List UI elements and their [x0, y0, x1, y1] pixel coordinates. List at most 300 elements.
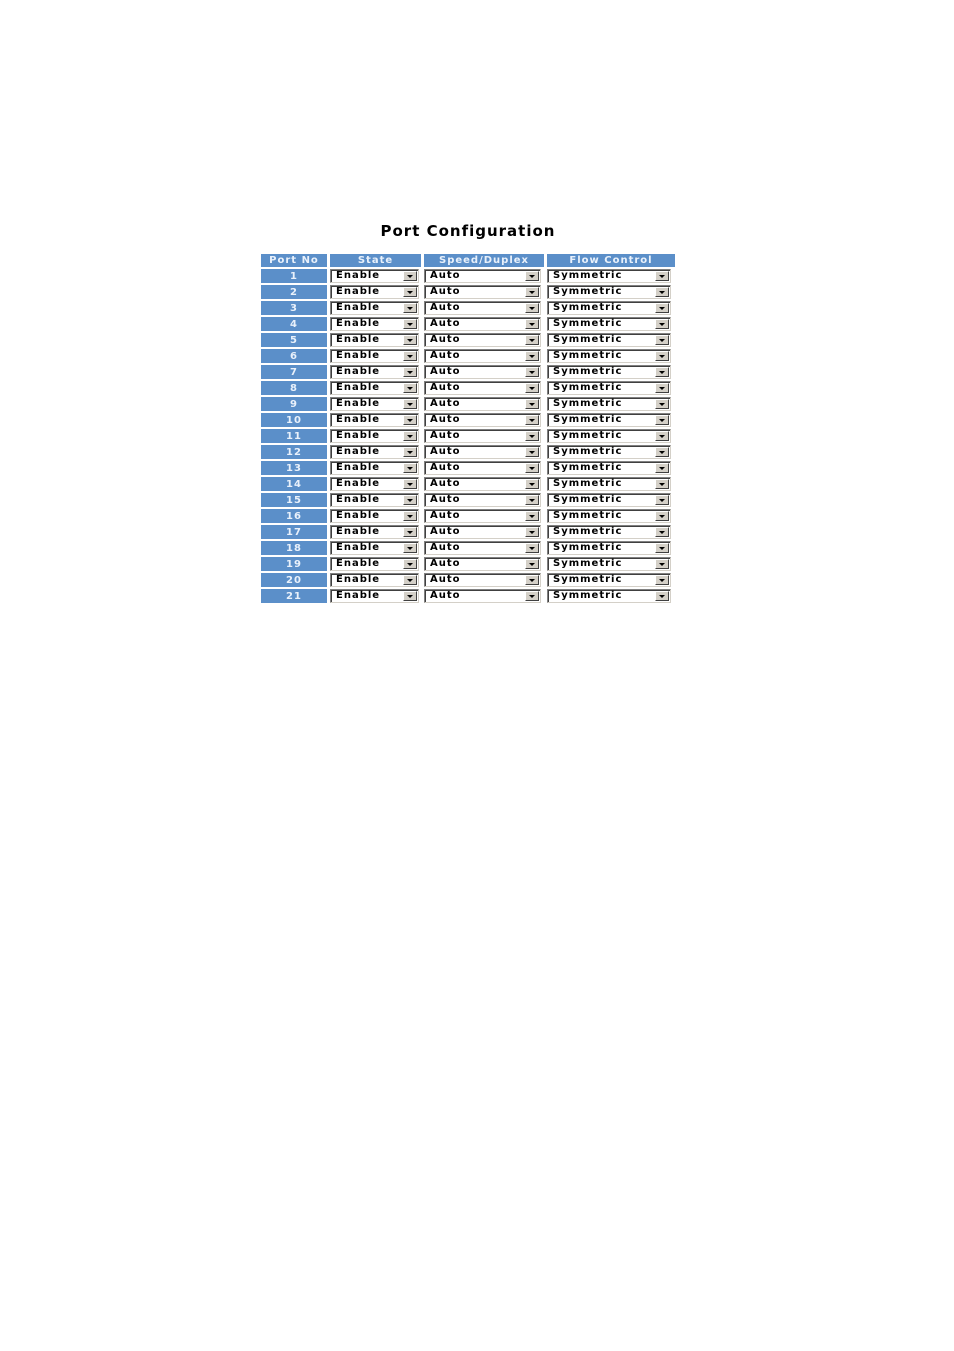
- state-select-value: Enable: [336, 350, 381, 361]
- state-cell: [330, 381, 424, 397]
- flow-control-cell: [547, 461, 675, 477]
- flow-control-select[interactable]: [547, 349, 671, 363]
- flow-control-cell: [547, 381, 675, 397]
- table-row: [261, 365, 675, 381]
- header-speed-duplex: Speed/Duplex: [424, 254, 547, 269]
- chevron-down-icon[interactable]: [403, 447, 417, 457]
- speed-duplex-cell: [424, 429, 547, 445]
- port-number-cell: 3: [261, 301, 330, 317]
- chevron-down-icon[interactable]: [655, 335, 669, 345]
- flow-control-select-value: Symmetric: [553, 462, 623, 473]
- chevron-down-icon[interactable]: [403, 591, 417, 601]
- speed-duplex-cell: [424, 317, 547, 333]
- chevron-down-icon[interactable]: [655, 399, 669, 409]
- chevron-down-icon[interactable]: [525, 351, 539, 361]
- state-cell: [330, 269, 424, 285]
- speed-duplex-select[interactable]: [424, 541, 541, 555]
- speed-duplex-select-value: Auto: [430, 510, 461, 521]
- speed-duplex-cell: [424, 557, 547, 573]
- table-row: [261, 509, 675, 525]
- port-number-cell: 1: [261, 269, 330, 285]
- state-cell: [330, 445, 424, 461]
- flow-control-cell: [547, 397, 675, 413]
- chevron-down-icon[interactable]: [403, 271, 417, 281]
- speed-duplex-cell: [424, 493, 547, 509]
- chevron-down-icon[interactable]: [525, 287, 539, 297]
- speed-duplex-select[interactable]: [424, 317, 541, 331]
- flow-control-cell: [547, 525, 675, 541]
- flow-control-select-value: Symmetric: [553, 574, 623, 585]
- flow-control-select-value: Symmetric: [553, 318, 623, 329]
- state-select-value: Enable: [336, 414, 381, 425]
- speed-duplex-select-value: Auto: [430, 590, 461, 601]
- speed-duplex-select[interactable]: [424, 381, 541, 395]
- speed-duplex-select[interactable]: [424, 445, 541, 459]
- speed-duplex-select-value: Auto: [430, 574, 461, 585]
- flow-control-cell: [547, 285, 675, 301]
- speed-duplex-cell: [424, 285, 547, 301]
- state-select[interactable]: [330, 349, 419, 363]
- table-row: [261, 301, 675, 317]
- chevron-down-icon[interactable]: [655, 271, 669, 281]
- table-row: [261, 493, 675, 509]
- chevron-down-icon[interactable]: [525, 335, 539, 345]
- chevron-down-icon[interactable]: [403, 367, 417, 377]
- state-select-value: Enable: [336, 558, 381, 569]
- table-row: [261, 589, 675, 605]
- speed-duplex-cell: [424, 365, 547, 381]
- chevron-down-icon[interactable]: [403, 527, 417, 537]
- state-cell: [330, 397, 424, 413]
- chevron-down-icon[interactable]: [525, 495, 539, 505]
- speed-duplex-select[interactable]: [424, 269, 541, 283]
- flow-control-select[interactable]: [547, 525, 671, 539]
- port-number-cell: 11: [261, 429, 330, 445]
- speed-duplex-select[interactable]: [424, 589, 541, 603]
- port-number-cell: 12: [261, 445, 330, 461]
- state-cell: [330, 429, 424, 445]
- state-select-value: Enable: [336, 478, 381, 489]
- state-select-value: Enable: [336, 430, 381, 441]
- state-cell: [330, 573, 424, 589]
- header-port-no: Port No: [261, 254, 330, 269]
- flow-control-select-value: Symmetric: [553, 286, 623, 297]
- table-row: [261, 269, 675, 285]
- speed-duplex-select-value: Auto: [430, 398, 461, 409]
- flow-control-cell: [547, 349, 675, 365]
- state-cell: [330, 317, 424, 333]
- table-row: [261, 333, 675, 349]
- port-number-cell: 21: [261, 589, 330, 605]
- speed-duplex-select-value: Auto: [430, 446, 461, 457]
- table-body: [261, 269, 675, 605]
- speed-duplex-cell: [424, 509, 547, 525]
- speed-duplex-cell: [424, 413, 547, 429]
- flow-control-select-value: Symmetric: [553, 430, 623, 441]
- state-select-value: Enable: [336, 302, 381, 313]
- speed-duplex-select-value: Auto: [430, 366, 461, 377]
- table-row: [261, 445, 675, 461]
- chevron-down-icon[interactable]: [655, 319, 669, 329]
- speed-duplex-select[interactable]: [424, 429, 541, 443]
- speed-duplex-select[interactable]: [424, 557, 541, 571]
- state-select[interactable]: [330, 429, 419, 443]
- speed-duplex-select-value: Auto: [430, 430, 461, 441]
- flow-control-select[interactable]: [547, 589, 671, 603]
- speed-duplex-select-value: Auto: [430, 334, 461, 345]
- state-cell: [330, 365, 424, 381]
- speed-duplex-cell: [424, 381, 547, 397]
- state-select-value: Enable: [336, 494, 381, 505]
- header-flow-control: Flow Control: [547, 254, 675, 269]
- state-cell: [330, 589, 424, 605]
- flow-control-select-value: Symmetric: [553, 398, 623, 409]
- port-number-cell: 4: [261, 317, 330, 333]
- port-number-cell: 8: [261, 381, 330, 397]
- port-number-cell: 14: [261, 477, 330, 493]
- speed-duplex-cell: [424, 301, 547, 317]
- flow-control-select[interactable]: [547, 429, 671, 443]
- speed-duplex-select[interactable]: [424, 333, 541, 347]
- flow-control-select[interactable]: [547, 365, 671, 379]
- state-select-value: Enable: [336, 446, 381, 457]
- state-select-value: Enable: [336, 334, 381, 345]
- state-select[interactable]: [330, 589, 419, 603]
- state-cell: [330, 477, 424, 493]
- state-select-value: Enable: [336, 270, 381, 281]
- flow-control-select[interactable]: [547, 397, 671, 411]
- chevron-down-icon[interactable]: [655, 543, 669, 553]
- state-select-value: Enable: [336, 462, 381, 473]
- chevron-down-icon[interactable]: [655, 415, 669, 425]
- speed-duplex-select-value: Auto: [430, 558, 461, 569]
- speed-duplex-select-value: Auto: [430, 542, 461, 553]
- flow-control-cell: [547, 365, 675, 381]
- state-select[interactable]: [330, 573, 419, 587]
- speed-duplex-select-value: Auto: [430, 270, 461, 281]
- flow-control-select-value: Symmetric: [553, 494, 623, 505]
- state-cell: [330, 349, 424, 365]
- speed-duplex-select-value: Auto: [430, 286, 461, 297]
- speed-duplex-select[interactable]: [424, 573, 541, 587]
- speed-duplex-select-value: Auto: [430, 526, 461, 537]
- chevron-down-icon[interactable]: [403, 559, 417, 569]
- flow-control-select[interactable]: [547, 333, 671, 347]
- chevron-down-icon[interactable]: [655, 511, 669, 521]
- state-select[interactable]: [330, 413, 419, 427]
- flow-control-cell: [547, 317, 675, 333]
- page-title: Port Configuration: [380, 222, 556, 240]
- speed-duplex-select[interactable]: [424, 365, 541, 379]
- speed-duplex-select-value: Auto: [430, 414, 461, 425]
- port-number-cell: 16: [261, 509, 330, 525]
- header-state: State: [330, 254, 424, 269]
- flow-control-select[interactable]: [547, 317, 671, 331]
- state-cell: [330, 413, 424, 429]
- speed-duplex-select-value: Auto: [430, 494, 461, 505]
- state-select-value: Enable: [336, 574, 381, 585]
- port-number-cell: 18: [261, 541, 330, 557]
- table-row: [261, 349, 675, 365]
- state-select-value: Enable: [336, 382, 381, 393]
- port-number-cell: 19: [261, 557, 330, 573]
- chevron-down-icon[interactable]: [525, 399, 539, 409]
- speed-duplex-cell: [424, 333, 547, 349]
- flow-control-cell: [547, 573, 675, 589]
- flow-control-select[interactable]: [547, 301, 671, 315]
- chevron-down-icon[interactable]: [403, 335, 417, 345]
- state-select[interactable]: [330, 445, 419, 459]
- table-row: [261, 477, 675, 493]
- table-row: [261, 285, 675, 301]
- flow-control-select-value: Symmetric: [553, 302, 623, 313]
- state-select[interactable]: [330, 397, 419, 411]
- flow-control-select[interactable]: [547, 541, 671, 555]
- port-number-cell: 10: [261, 413, 330, 429]
- chevron-down-icon[interactable]: [655, 303, 669, 313]
- state-select[interactable]: [330, 541, 419, 555]
- state-select-value: Enable: [336, 526, 381, 537]
- state-select-value: Enable: [336, 542, 381, 553]
- flow-control-select[interactable]: [547, 509, 671, 523]
- flow-control-select[interactable]: [547, 461, 671, 475]
- state-select[interactable]: [330, 493, 419, 507]
- chevron-down-icon[interactable]: [403, 399, 417, 409]
- speed-duplex-cell: [424, 541, 547, 557]
- chevron-down-icon[interactable]: [525, 415, 539, 425]
- chevron-down-icon[interactable]: [525, 367, 539, 377]
- state-select[interactable]: [330, 365, 419, 379]
- flow-control-cell: [547, 429, 675, 445]
- speed-duplex-cell: [424, 477, 547, 493]
- speed-duplex-cell: [424, 461, 547, 477]
- flow-control-select-value: Symmetric: [553, 590, 623, 601]
- speed-duplex-select-value: Auto: [430, 302, 461, 313]
- state-select[interactable]: [330, 269, 419, 283]
- state-select[interactable]: [330, 381, 419, 395]
- speed-duplex-select[interactable]: [424, 525, 541, 539]
- chevron-down-icon[interactable]: [525, 463, 539, 473]
- state-select[interactable]: [330, 477, 419, 491]
- speed-duplex-select[interactable]: [424, 477, 541, 491]
- chevron-down-icon[interactable]: [525, 527, 539, 537]
- chevron-down-icon[interactable]: [655, 463, 669, 473]
- chevron-down-icon[interactable]: [525, 511, 539, 521]
- table-row: [261, 381, 675, 397]
- flow-control-select[interactable]: [547, 381, 671, 395]
- flow-control-cell: [547, 333, 675, 349]
- state-select[interactable]: [330, 317, 419, 331]
- state-cell: [330, 541, 424, 557]
- flow-control-select[interactable]: [547, 285, 671, 299]
- speed-duplex-select-value: Auto: [430, 350, 461, 361]
- flow-control-cell: [547, 413, 675, 429]
- port-number-cell: 13: [261, 461, 330, 477]
- speed-duplex-select-value: Auto: [430, 318, 461, 329]
- flow-control-select-value: Symmetric: [553, 558, 623, 569]
- flow-control-select[interactable]: [547, 269, 671, 283]
- speed-duplex-select[interactable]: [424, 509, 541, 523]
- table-row: [261, 461, 675, 477]
- state-select[interactable]: [330, 301, 419, 315]
- chevron-down-icon[interactable]: [525, 447, 539, 457]
- speed-duplex-cell: [424, 573, 547, 589]
- chevron-down-icon[interactable]: [403, 479, 417, 489]
- table-row: [261, 413, 675, 429]
- chevron-down-icon[interactable]: [403, 287, 417, 297]
- flow-control-select-value: Symmetric: [553, 382, 623, 393]
- chevron-down-icon[interactable]: [525, 575, 539, 585]
- chevron-down-icon[interactable]: [525, 271, 539, 281]
- port-number-cell: 15: [261, 493, 330, 509]
- chevron-down-icon[interactable]: [525, 543, 539, 553]
- chevron-down-icon[interactable]: [655, 591, 669, 601]
- table-row: [261, 397, 675, 413]
- chevron-down-icon[interactable]: [403, 303, 417, 313]
- chevron-down-icon[interactable]: [655, 447, 669, 457]
- flow-control-select-value: Symmetric: [553, 414, 623, 425]
- state-cell: [330, 285, 424, 301]
- chevron-down-icon[interactable]: [655, 431, 669, 441]
- flow-control-cell: [547, 509, 675, 525]
- chevron-down-icon[interactable]: [655, 559, 669, 569]
- flow-control-cell: [547, 269, 675, 285]
- speed-duplex-cell: [424, 525, 547, 541]
- state-cell: [330, 525, 424, 541]
- state-select[interactable]: [330, 557, 419, 571]
- state-cell: [330, 461, 424, 477]
- state-select[interactable]: [330, 285, 419, 299]
- chevron-down-icon[interactable]: [655, 575, 669, 585]
- flow-control-cell: [547, 301, 675, 317]
- state-select[interactable]: [330, 509, 419, 523]
- flow-control-select[interactable]: [547, 557, 671, 571]
- chevron-down-icon[interactable]: [655, 479, 669, 489]
- table-row: [261, 541, 675, 557]
- speed-duplex-select[interactable]: [424, 301, 541, 315]
- flow-control-select-value: Symmetric: [553, 334, 623, 345]
- port-number-cell: 2: [261, 285, 330, 301]
- port-number-cell: 7: [261, 365, 330, 381]
- port-number-cell: 17: [261, 525, 330, 541]
- state-select-value: Enable: [336, 590, 381, 601]
- speed-duplex-select-value: Auto: [430, 462, 461, 473]
- port-config-table: [261, 254, 675, 605]
- flow-control-select[interactable]: [547, 413, 671, 427]
- chevron-down-icon[interactable]: [525, 591, 539, 601]
- table-row: [261, 557, 675, 573]
- flow-control-select-value: Symmetric: [553, 542, 623, 553]
- flow-control-select[interactable]: [547, 573, 671, 587]
- speed-duplex-cell: [424, 269, 547, 285]
- chevron-down-icon[interactable]: [655, 495, 669, 505]
- flow-control-cell: [547, 557, 675, 573]
- state-cell: [330, 301, 424, 317]
- speed-duplex-select[interactable]: [424, 349, 541, 363]
- chevron-down-icon[interactable]: [525, 383, 539, 393]
- table-row: [261, 525, 675, 541]
- chevron-down-icon[interactable]: [403, 383, 417, 393]
- state-select-value: Enable: [336, 510, 381, 521]
- chevron-down-icon[interactable]: [525, 303, 539, 313]
- chevron-down-icon[interactable]: [403, 575, 417, 585]
- chevron-down-icon[interactable]: [525, 479, 539, 489]
- flow-control-select-value: Symmetric: [553, 526, 623, 537]
- chevron-down-icon[interactable]: [403, 495, 417, 505]
- speed-duplex-cell: [424, 445, 547, 461]
- speed-duplex-select[interactable]: [424, 493, 541, 507]
- speed-duplex-cell: [424, 397, 547, 413]
- flow-control-select[interactable]: [547, 493, 671, 507]
- flow-control-select-value: Symmetric: [553, 366, 623, 377]
- state-select[interactable]: [330, 333, 419, 347]
- chevron-down-icon[interactable]: [655, 351, 669, 361]
- port-number-cell: 5: [261, 333, 330, 349]
- chevron-down-icon[interactable]: [403, 511, 417, 521]
- chevron-down-icon[interactable]: [655, 383, 669, 393]
- flow-control-select-value: Symmetric: [553, 446, 623, 457]
- flow-control-cell: [547, 589, 675, 605]
- flow-control-cell: [547, 445, 675, 461]
- flow-control-cell: [547, 493, 675, 509]
- speed-duplex-select[interactable]: [424, 461, 541, 475]
- state-select[interactable]: [330, 461, 419, 475]
- state-cell: [330, 333, 424, 349]
- chevron-down-icon[interactable]: [655, 287, 669, 297]
- table-header-row: [261, 254, 675, 269]
- speed-duplex-select[interactable]: [424, 285, 541, 299]
- speed-duplex-select-value: Auto: [430, 382, 461, 393]
- chevron-down-icon[interactable]: [403, 431, 417, 441]
- table-row: [261, 317, 675, 333]
- speed-duplex-select[interactable]: [424, 413, 541, 427]
- state-cell: [330, 493, 424, 509]
- speed-duplex-cell: [424, 349, 547, 365]
- flow-control-cell: [547, 477, 675, 493]
- chevron-down-icon[interactable]: [403, 543, 417, 553]
- speed-duplex-cell: [424, 589, 547, 605]
- state-select-value: Enable: [336, 398, 381, 409]
- chevron-down-icon[interactable]: [525, 319, 539, 329]
- flow-control-cell: [547, 541, 675, 557]
- flow-control-select[interactable]: [547, 445, 671, 459]
- chevron-down-icon[interactable]: [525, 431, 539, 441]
- port-number-cell: 6: [261, 349, 330, 365]
- state-select-value: Enable: [336, 286, 381, 297]
- state-cell: [330, 509, 424, 525]
- chevron-down-icon[interactable]: [525, 559, 539, 569]
- chevron-down-icon[interactable]: [403, 463, 417, 473]
- port-number-cell: 9: [261, 397, 330, 413]
- chevron-down-icon[interactable]: [655, 527, 669, 537]
- speed-duplex-select[interactable]: [424, 397, 541, 411]
- flow-control-select-value: Symmetric: [553, 350, 623, 361]
- chevron-down-icon[interactable]: [403, 351, 417, 361]
- state-select[interactable]: [330, 525, 419, 539]
- chevron-down-icon[interactable]: [403, 415, 417, 425]
- port-number-cell: 20: [261, 573, 330, 589]
- chevron-down-icon[interactable]: [403, 319, 417, 329]
- chevron-down-icon[interactable]: [655, 367, 669, 377]
- table-row: [261, 429, 675, 445]
- table-row: [261, 573, 675, 589]
- state-cell: [330, 557, 424, 573]
- flow-control-select-value: Symmetric: [553, 270, 623, 281]
- state-select-value: Enable: [336, 366, 381, 377]
- state-select-value: Enable: [336, 318, 381, 329]
- flow-control-select-value: Symmetric: [553, 478, 623, 489]
- flow-control-select[interactable]: [547, 477, 671, 491]
